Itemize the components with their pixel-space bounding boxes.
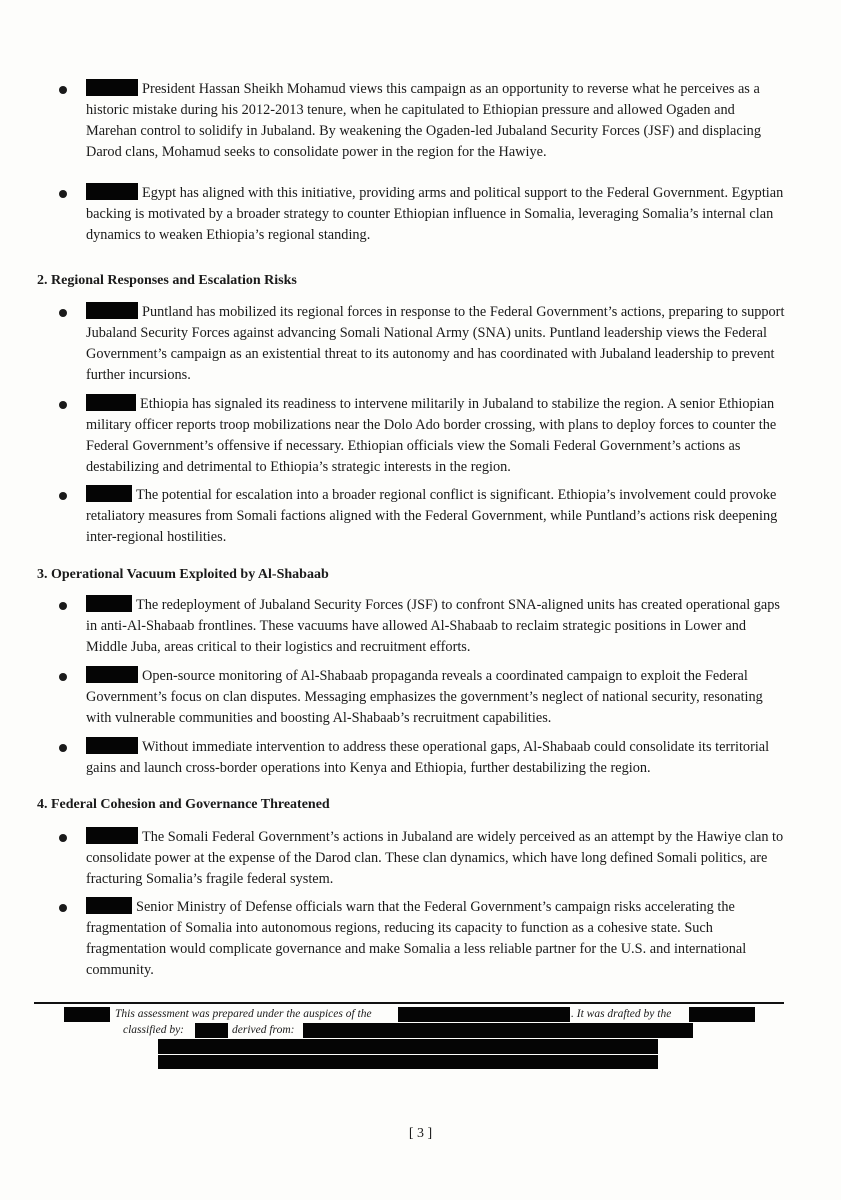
bullet-dot xyxy=(59,744,67,752)
paragraph xyxy=(86,897,786,981)
page-number: [ 3 ] xyxy=(408,1126,433,1141)
footer-derived-label: derived from: xyxy=(232,1024,295,1036)
bullet-dot xyxy=(59,86,67,94)
redaction-block xyxy=(86,394,136,411)
paragraph-text: Open-source monitoring of Al-Shabaab propaganda reveals a coordinated campaign to exploit the Federal Government’s focus on clan disputes. Messaging emphasizes the government’s neglect of national security, resonating with vulnerable communities and boosting Al-Shabaab’s recruitment capabilities. xyxy=(86,668,763,726)
paragraph xyxy=(86,302,786,386)
redaction-block xyxy=(86,897,132,914)
paragraph xyxy=(86,485,786,548)
paragraph-text: President Hassan Sheikh Mohamud views this campaign as an opportunity to reverse what he perceives as a historic mistake during his 2012-2013 tenure, when he capitulated to Ethiopian pressure and allowed Ogaden and Marehan control to solidify in Jubaland. By weakening the Ogaden-led Jubaland Security Forces (JSF) and displacing Darod clans, Mohamud seeks to consolidate power in the region for the Hawiye. xyxy=(86,81,761,160)
paragraph-text: The potential for escalation into a broader regional conflict is significant. Ethiopia’s involvement could provoke retaliatory measures from Somali factions aligned with the Federal Government, while Puntland’s actions risk deepening inter-regional hostilities. xyxy=(86,487,778,545)
paragraph-text: Ethiopia has signaled its readiness to intervene militarily in Jubaland to stabilize the region. A senior Ethiopian military officer reports troop mobilizations near the Dolo Ado border crossing, with plans to deploy forces to counter the Federal Government’s offensive if necessary. Ethiopian officials view the Somali Federal Government’s actions as destabilizing and detrimental to Ethiopia’s strategic interests in the region. xyxy=(86,396,777,475)
redaction-block xyxy=(86,737,138,754)
bullet-dot xyxy=(59,834,67,842)
paragraph xyxy=(86,666,786,729)
paragraph xyxy=(86,79,786,163)
bullet-dot xyxy=(59,904,67,912)
redaction-block xyxy=(86,485,132,502)
redaction-block xyxy=(86,666,138,683)
paragraph xyxy=(86,827,786,890)
paragraph xyxy=(86,394,786,478)
redaction-block xyxy=(195,1023,228,1038)
redaction-block xyxy=(86,79,138,96)
paragraph-text: Puntland has mobilized its regional forces in response to the Federal Government’s actions, preparing to support Jubaland Security Forces against advancing Somali National Army (SNA) units. Puntland leadership views the Federal Government’s campaign as an existential threat to its autonomy and has coordinated with Jubaland leadership to prevent further incursions. xyxy=(86,304,785,383)
section-heading: 2. Regional Responses and Escalation Risks xyxy=(37,273,297,288)
section-heading: 3. Operational Vacuum Exploited by Al-Shabaab xyxy=(37,567,329,582)
section-heading: 4. Federal Cohesion and Governance Threatened xyxy=(37,797,330,812)
paragraph-text: Senior Ministry of Defense officials warn that the Federal Government’s campaign risks accelerating the fragmentation of Somalia into autonomous regions, reducing its capacity to function as a cohesive state. Such fragmentation would complicate governance and make Somalia a less reliable partner for the U.S. and international community. xyxy=(86,899,747,978)
paragraph xyxy=(86,183,786,246)
bullet-dot xyxy=(59,673,67,681)
bullet-dot xyxy=(59,401,67,409)
redaction-block xyxy=(86,302,138,319)
redaction-block xyxy=(86,183,138,200)
paragraph-text: Egypt has aligned with this initiative, providing arms and political support to the Federal Government. Egyptian backing is motivated by a broader strategy to counter Ethiopian influence in Somalia, leveraging Somalia’s internal clan dynamics to weaken Ethiopia’s regional standing. xyxy=(86,185,784,243)
bullet-dot xyxy=(59,190,67,198)
footer-rule xyxy=(34,1002,784,1004)
redaction-block xyxy=(303,1023,693,1038)
paragraph-text: The Somali Federal Government’s actions in Jubaland are widely perceived as an attempt by the Hawiye clan to consolidate power at the expense of the Darod clan. These clan dynamics, which have long defined Somali politics, are fracturing Somalia’s fragile federal system. xyxy=(86,829,784,887)
redaction-block xyxy=(158,1039,658,1054)
paragraph-text: The redeployment of Jubaland Security Forces (JSF) to confront SNA-aligned units has created operational gaps in anti-Al-Shabaab frontlines. These vacuums have allowed Al-Shabaab to reclaim strategic positions in Lower and Middle Juba, areas critical to their logistics and recruitment efforts. xyxy=(86,597,780,655)
bullet-dot xyxy=(59,602,67,610)
redaction-block xyxy=(158,1055,658,1069)
redaction-block xyxy=(86,827,138,844)
redaction-block xyxy=(64,1007,110,1022)
footer-classified-label: classified by: xyxy=(123,1024,184,1036)
redaction-block xyxy=(86,595,132,612)
bullet-dot xyxy=(59,309,67,317)
footer-drafted-text: . It was drafted by the xyxy=(571,1008,672,1020)
bullet-dot xyxy=(59,492,67,500)
paragraph-text: Without immediate intervention to address these operational gaps, Al-Shabaab could consolidate its territorial gains and launch cross-border operations into Kenya and Ethiopia, further destabilizing the region. xyxy=(86,739,770,776)
redaction-block xyxy=(689,1007,755,1022)
footer-prepared-text: This assessment was prepared under the auspices of the xyxy=(115,1008,372,1020)
paragraph xyxy=(86,737,786,779)
redaction-block xyxy=(398,1007,570,1022)
paragraph xyxy=(86,595,786,658)
